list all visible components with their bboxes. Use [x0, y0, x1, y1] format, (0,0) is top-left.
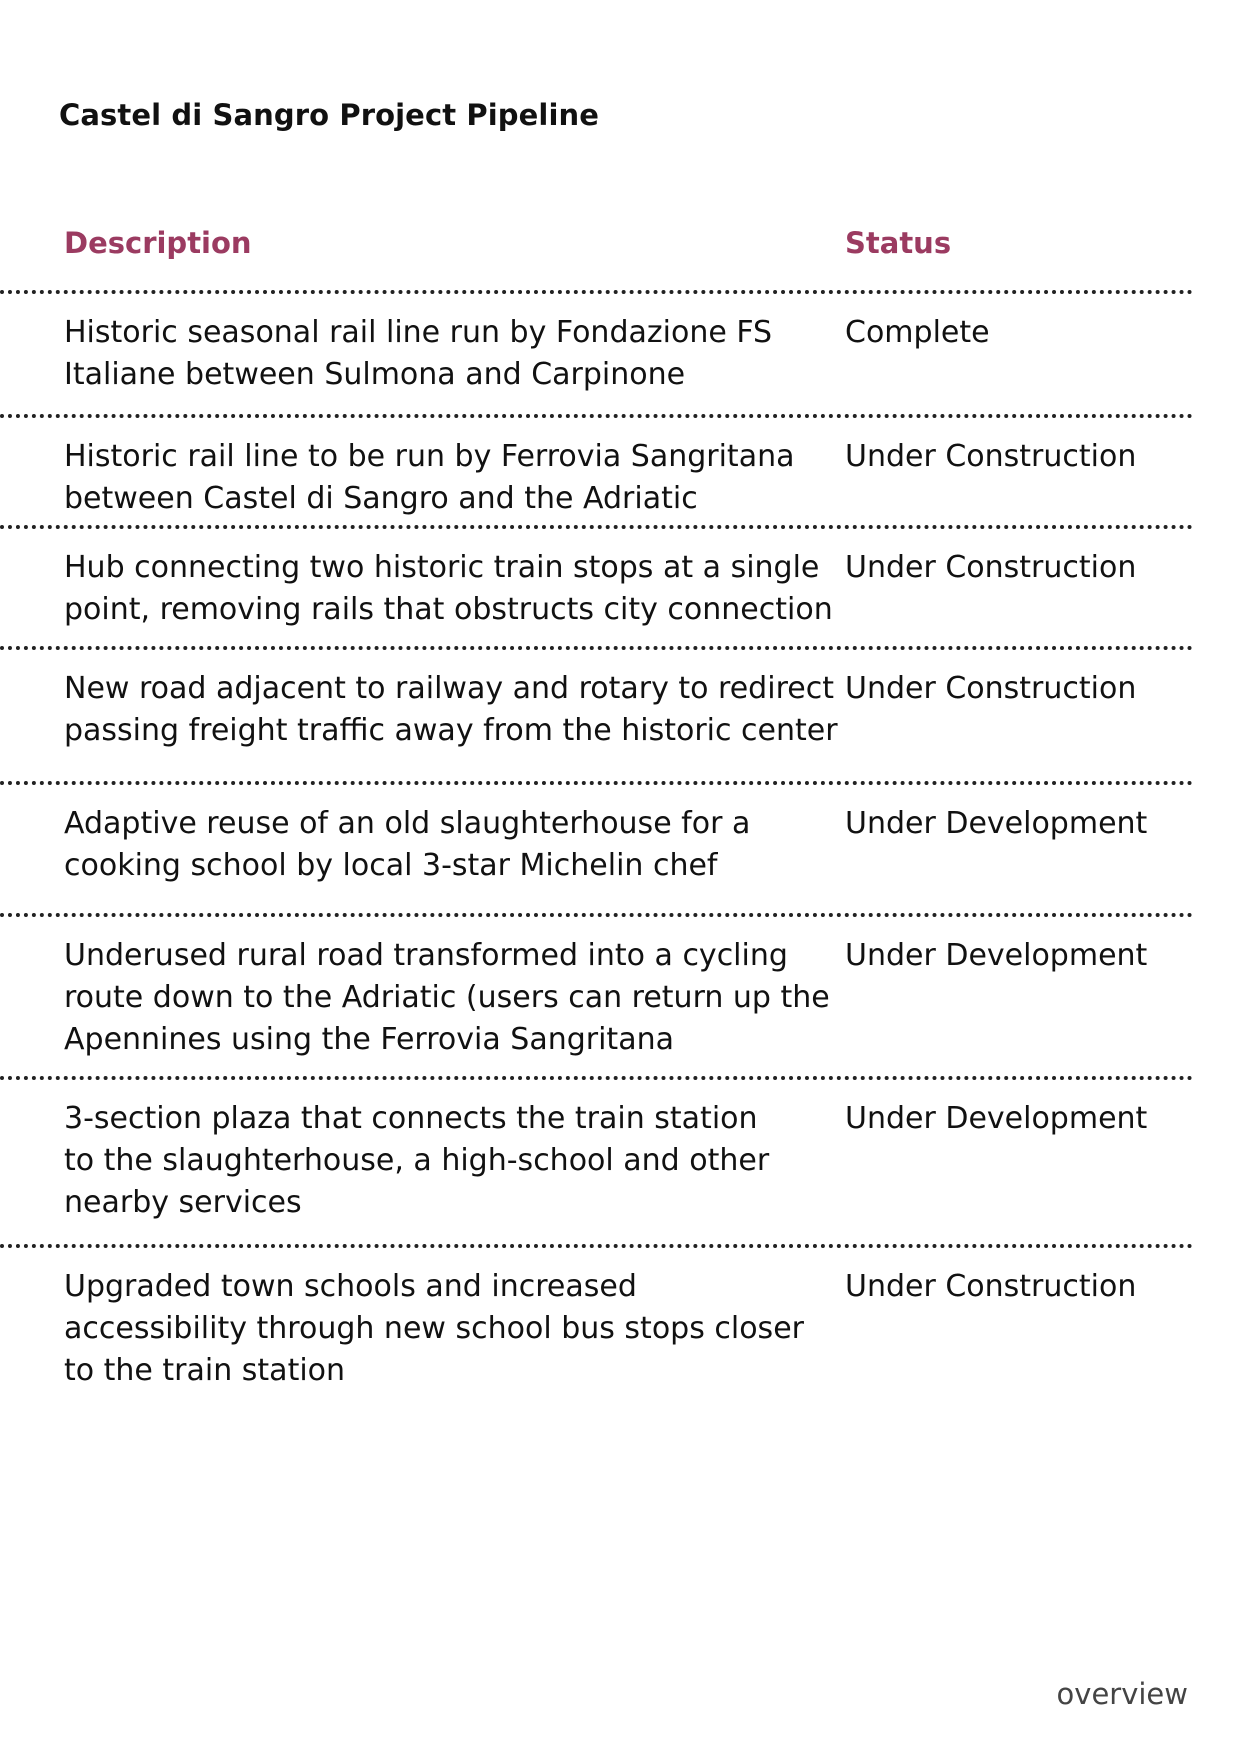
description-line: route down to the Adriatic (users can return up the: [64, 980, 830, 1015]
status-cell: Complete: [845, 315, 990, 350]
description-line: cooking school by local 3-star Michelin chef: [64, 848, 718, 883]
description-line: Historic seasonal rail line run by Fondazione FS: [64, 315, 773, 350]
description-cell: [64, 312, 824, 396]
status-cell: Under Development: [845, 1101, 1148, 1136]
project-table: [0, 222, 1193, 1418]
table-row: [0, 785, 1193, 913]
status-cell: Under Construction: [845, 550, 1137, 585]
description-line: Italiane between Sulmona and Carpinone: [64, 357, 686, 392]
status-column-header: Status: [845, 226, 952, 260]
description-column-header: Description: [64, 226, 252, 260]
description-line: New road adjacent to railway and rotary to redirect: [64, 671, 834, 706]
description-line: Apennines using the Ferrovia Sangritana: [64, 1022, 674, 1057]
description-cell: [64, 668, 838, 752]
description-line: nearby services: [64, 1185, 302, 1220]
status-cell: Under Construction: [845, 671, 1137, 706]
description-cell: [64, 436, 824, 520]
table-row: [0, 917, 1193, 1076]
description-line: to the slaughterhouse, a high-school and other: [64, 1143, 770, 1178]
description-line: between Castel di Sangro and the Adriatic: [64, 481, 698, 516]
description-cell: [64, 1098, 824, 1224]
description-line: point, removing rails that obstructs city connection: [64, 592, 833, 627]
table-row: [0, 418, 1193, 525]
status-cell: Under Construction: [845, 439, 1137, 474]
status-cell: Under Development: [845, 938, 1148, 973]
description-cell: [64, 935, 830, 1061]
page-title: Castel di Sangro Project Pipeline: [59, 98, 600, 132]
description-cell: [64, 1266, 824, 1392]
table-row: [0, 1080, 1193, 1244]
description-line: Underused rural road transformed into a cycling: [64, 938, 788, 973]
status-cell: Under Development: [845, 806, 1148, 841]
table-row: [0, 529, 1193, 646]
table-header: [0, 222, 1193, 290]
table-row: [0, 294, 1193, 414]
description-line: passing freight traffic away from the historic center: [64, 713, 838, 748]
description-line: Upgraded town schools and increased: [64, 1269, 637, 1304]
description-line: Hub connecting two historic train stops at a single: [64, 550, 820, 585]
table-row: [0, 1248, 1193, 1418]
table-row: [0, 650, 1193, 781]
description-line: to the train station: [64, 1353, 346, 1388]
footer-section-label: overview: [1056, 1677, 1188, 1711]
status-cell: Under Construction: [845, 1269, 1137, 1304]
description-cell: [64, 547, 833, 631]
description-line: Adaptive reuse of an old slaughterhouse for a: [64, 806, 751, 841]
description-line: Historic rail line to be run by Ferrovia Sangritana: [64, 439, 795, 474]
description-line: 3-section plaza that connects the train station: [64, 1101, 758, 1136]
description-cell: [64, 803, 824, 887]
description-line: accessibility through new school bus stops closer: [64, 1311, 804, 1346]
